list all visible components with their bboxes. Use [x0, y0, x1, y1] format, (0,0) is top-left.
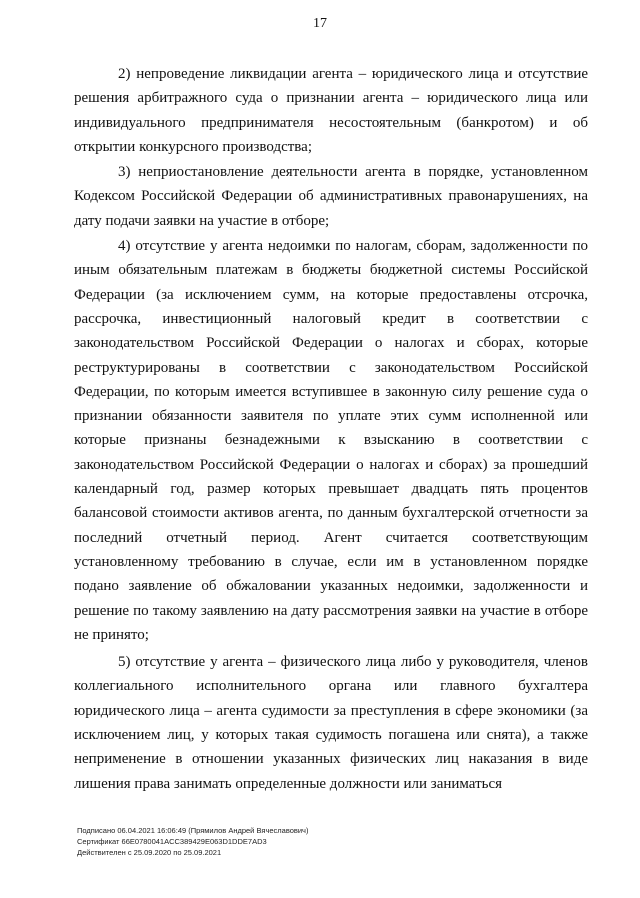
electronic-signature-stamp	[77, 825, 308, 858]
document-body	[74, 62, 588, 797]
signature-validity-line: Действителен с 25.09.2020 по 25.09.2021	[77, 848, 222, 857]
paragraph-item-3: 3) неприостановление деятельности агента в порядке, установленном Кодексом Российской Федерации об административных правонарушениях, на дату подачи заявки на участие в отборе;	[74, 164, 588, 229]
signature-signed-line: Подписано 06.04.2021 16:06:49 (Прямилов Андрей Вячеславович)	[77, 826, 309, 835]
paragraph-item-2: 2) непроведение ликвидации агента – юридического лица и отсутствие решения арбитражного суда о признании агента – юридического лица или индивидуального предпринимателя несостоятельным (банкротом) и об открытии конкурсного производства;	[74, 66, 588, 155]
page-number: 17	[313, 16, 327, 31]
paragraph-item-4: 4) отсутствие у агента недоимки по налогам, сборам, задолженности по иным обязательным платежам в бюджеты бюджетной системы Российской Федерации (за исключением сумм, на которые предоставлены отсрочка, рассрочка, инвестиционный налоговый кредит в соответствии с законодательством Российской Федерации о налогах и сборах, которые реструктурированы в соответствии с законодательством Российской Федерации, по которым имеется вступившее в законную силу решение суда о признании обязанности заявителя по уплате этих сумм исполненной или которые признаны безнадежными к взысканию в соответствии с законодательством Российской Федерации о налогах и сборах) за прошедший календарный год, размер которых превышает двадцать пять процентов балансовой стоимости активов агента, по данным бухгалтерской отчетности за последний отчетный период. Агент считается соответствующим установленному требованию в случае, если им в установленном порядке подано заявление об обжаловании указанных недоимки, задолженности и решение по такому заявлению на дату рассмотрения заявки на участие в отборе не принято;	[74, 238, 588, 643]
signature-certificate-line: Сертификат 66E0780041ACC389429E063D1DDE7AD3	[77, 837, 267, 846]
paragraph-item-5: 5) отсутствие у агента – физического лица либо у руководителя, членов коллегиального исполнительного органа или главного бухгалтера юридического лица – агента судимости за преступления в сфере экономики (за исключением лиц, у которых такая судимость погашена или снята), а также неприменение в отношении указанных физических лиц наказания в виде лишения права занимать определенные должности или заниматься	[74, 654, 588, 792]
